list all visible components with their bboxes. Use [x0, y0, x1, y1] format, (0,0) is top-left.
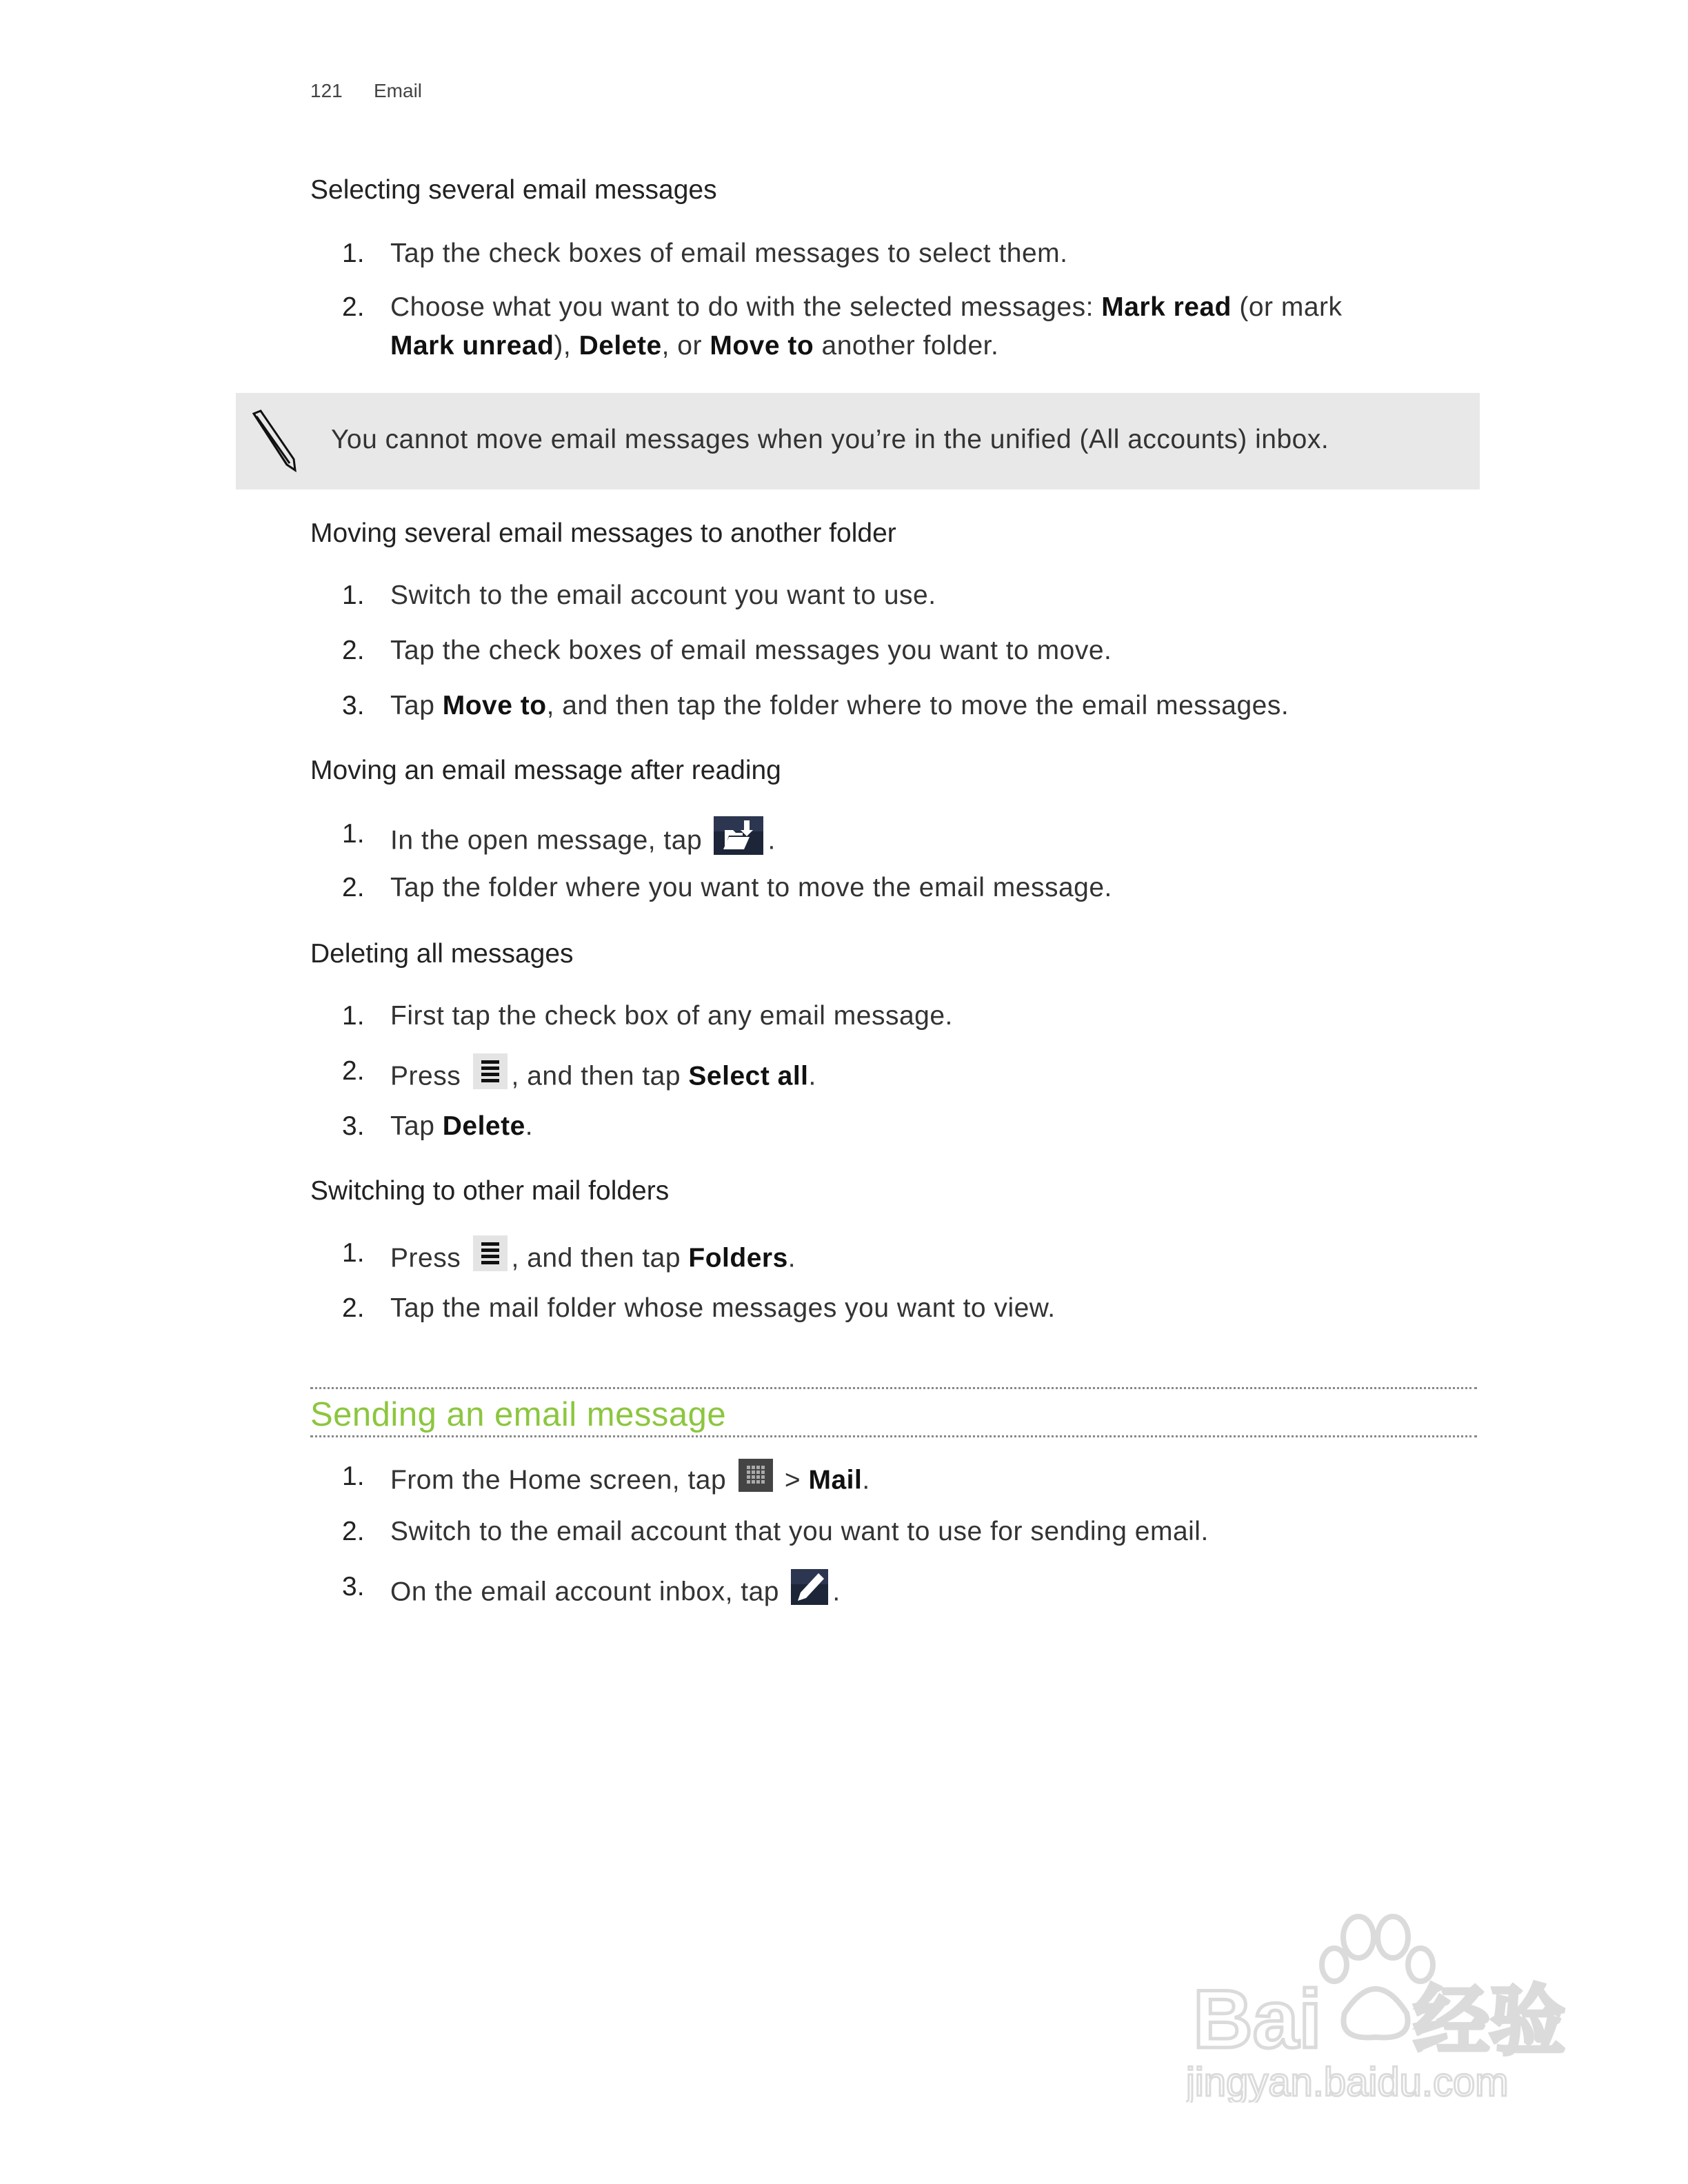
- heading-rule-top: [310, 1387, 1477, 1389]
- list-number: 2.: [342, 1517, 365, 1546]
- item-text: .: [832, 1577, 841, 1607]
- list-number: 2.: [342, 873, 365, 902]
- item-text: Tap the check boxes of email messages you want to move.: [390, 636, 1112, 665]
- item-text: .: [767, 825, 776, 856]
- list-number: 3.: [342, 1111, 365, 1141]
- section-heading: Moving several email messages to another folder: [310, 518, 896, 548]
- list-item: [390, 1517, 1209, 1547]
- page-number: 121: [310, 80, 343, 101]
- list-item: [390, 1462, 870, 1502]
- section-heading: Moving an email message after reading: [310, 756, 781, 785]
- item-text: On the email account inbox, tap: [390, 1577, 787, 1607]
- item-text: Press: [390, 1243, 469, 1273]
- item-text: ),: [554, 331, 579, 361]
- ui-term: Mark read: [1101, 292, 1232, 322]
- list-item: [390, 239, 1067, 269]
- list-number: 2.: [342, 292, 365, 322]
- list-item: [390, 1238, 796, 1281]
- item-text: Tap the folder where you want to move the email message.: [390, 873, 1112, 902]
- svg-text:Bai: Bai: [1193, 1973, 1322, 2065]
- section-heading-sending: Sending an email message: [310, 1396, 727, 1433]
- svg-text:jingyan.baidu.com: jingyan.baidu.com: [1186, 2060, 1509, 2103]
- item-text: , and then tap: [511, 1243, 689, 1273]
- baidu-watermark: [1186, 1910, 1572, 2106]
- list-number: 3.: [342, 1572, 365, 1601]
- list-number: 2.: [342, 636, 365, 665]
- list-number: 2.: [342, 1056, 365, 1086]
- list-number: 1.: [342, 1462, 365, 1491]
- section-heading: Switching to other mail folders: [310, 1176, 670, 1206]
- svg-text:经验: 经验: [1414, 1977, 1565, 2065]
- list-number: 1.: [342, 1238, 365, 1268]
- ui-term: Move to: [710, 331, 814, 361]
- item-text: Tap: [390, 691, 443, 720]
- baidu-paw-logo: [1186, 1910, 1572, 2103]
- folder-move-icon: [714, 816, 763, 862]
- compose-icon: [791, 1569, 828, 1612]
- list-number: 1.: [342, 819, 365, 849]
- list-item: [390, 819, 776, 865]
- heading-rule-bottom: [310, 1435, 1477, 1437]
- list-item: [390, 1111, 533, 1142]
- list-item: [390, 331, 998, 361]
- section-heading: Deleting all messages: [310, 939, 574, 969]
- ui-term: Mail: [808, 1465, 863, 1495]
- ui-term: Select all: [688, 1061, 809, 1091]
- item-text: Choose what you want to do with the selected messages:: [390, 292, 1102, 322]
- menu-icon: [473, 1053, 508, 1096]
- ui-term: Move to: [442, 691, 547, 720]
- item-text: From the Home screen, tap: [390, 1465, 734, 1495]
- item-text: Tap the mail folder whose messages you want to view.: [390, 1293, 1056, 1323]
- list-item: [390, 1293, 1056, 1324]
- list-number: 1.: [342, 580, 365, 610]
- item-text: .: [787, 1243, 796, 1273]
- item-text: another folder.: [814, 331, 999, 361]
- item-text: .: [862, 1465, 870, 1495]
- ui-term: Mark unread: [390, 331, 554, 361]
- chapter-title: Email: [374, 80, 423, 101]
- item-text: Tap the check boxes of email messages to select them.: [390, 239, 1068, 268]
- item-text: First tap the check box of any email message.: [390, 1001, 953, 1031]
- item-text: Switch to the email account that you want to use for sending email.: [390, 1517, 1209, 1546]
- list-number: 2.: [342, 1293, 365, 1323]
- item-text: (or mark: [1232, 292, 1343, 322]
- item-text: .: [808, 1061, 816, 1091]
- list-item: [390, 1056, 816, 1099]
- item-text: Tap: [390, 1111, 443, 1141]
- item-text: >: [776, 1465, 809, 1495]
- all-apps-icon: [738, 1459, 773, 1499]
- list-item: [390, 1001, 953, 1031]
- note-box: [236, 393, 1480, 489]
- ui-term: Folders: [688, 1243, 788, 1273]
- item-text: , and then tap: [511, 1061, 689, 1091]
- menu-icon: [473, 1235, 508, 1278]
- section-heading: Selecting several email messages: [310, 175, 717, 205]
- list-item: [390, 636, 1112, 666]
- list-number: 1.: [342, 1001, 365, 1031]
- ui-term: Delete: [579, 331, 662, 361]
- list-item: [390, 873, 1112, 903]
- list-item: [390, 292, 1343, 323]
- list-item: [390, 580, 936, 611]
- list-number: 3.: [342, 691, 365, 720]
- item-text: Press: [390, 1061, 469, 1091]
- item-text: Switch to the email account you want to use.: [390, 580, 936, 610]
- ui-term: Delete: [442, 1111, 525, 1141]
- item-text: , or: [661, 331, 710, 361]
- list-item: [390, 691, 1289, 721]
- item-text: , and then tap the folder where to move the email messages.: [546, 691, 1289, 720]
- list-number: 1.: [342, 239, 365, 268]
- note-text: You cannot move email messages when you’re in the unified (All accounts) inbox.: [331, 425, 1329, 454]
- item-text: .: [525, 1111, 534, 1141]
- list-item: [390, 1572, 841, 1615]
- item-text: In the open message, tap: [390, 825, 710, 856]
- pencil-note-icon: [250, 410, 298, 473]
